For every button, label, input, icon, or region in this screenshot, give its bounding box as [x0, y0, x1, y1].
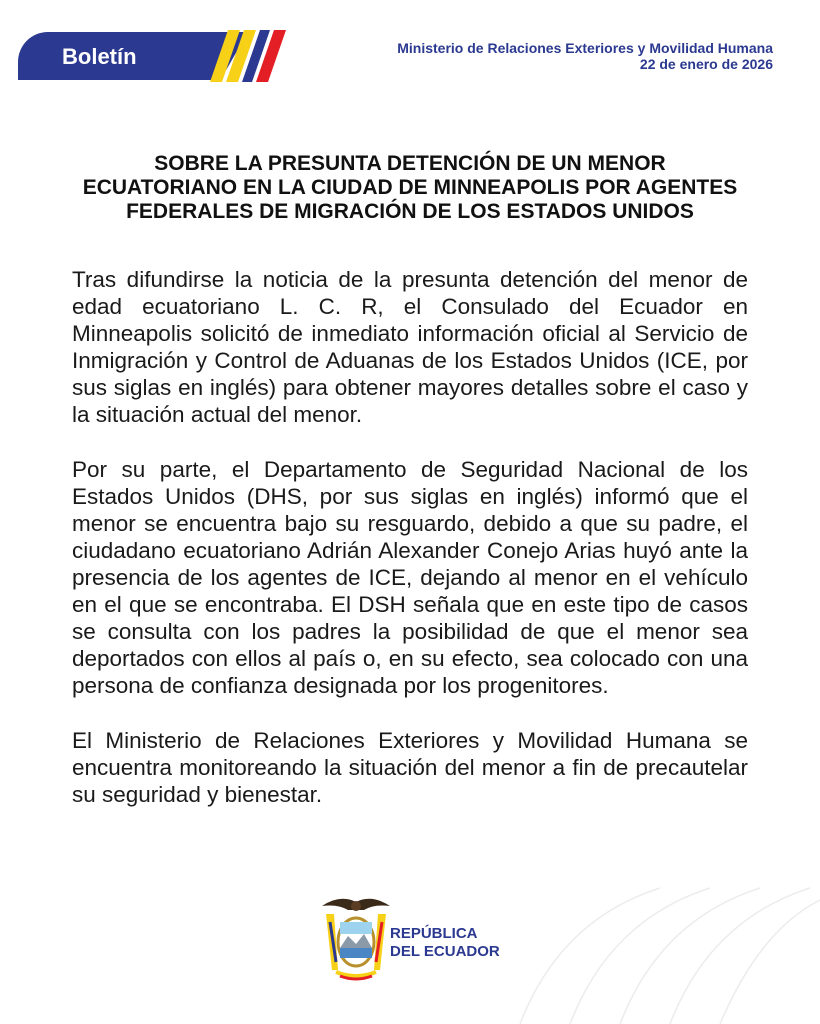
republica-del-ecuador-wordmark	[390, 925, 500, 961]
ecuador-coat-of-arms-icon	[316, 892, 396, 982]
bulletin-body	[72, 266, 748, 836]
ministry-header	[397, 40, 773, 72]
footer-line-1: REPÚBLICA	[390, 925, 478, 942]
ministry-name: Ministerio de Relaciones Exteriores y Movilidad Humana	[397, 40, 773, 56]
footer-line-2: DEL ECUADOR	[390, 943, 500, 960]
bulletin-title: SOBRE LA PRESUNTA DETENCIÓN DE UN MENOR ECUATORIANO EN LA CIUDAD DE MINNEAPOLIS POR AGENTES FEDERALES DE MIGRACIÓN DE LOS ESTADOS UNIDOS	[82, 152, 738, 223]
bulletin-header	[0, 0, 820, 110]
flag-stripes-icon	[210, 30, 290, 82]
boletin-label: Boletín	[62, 44, 137, 69]
paragraph: El Ministerio de Relaciones Exteriores y Movilidad Humana se encuentra monitoreando la situación del menor a fin de precautelar su seguridad y bienestar.	[72, 728, 748, 807]
paragraph: Tras difundirse la noticia de la presunta detención del menor de edad ecuatoriano L. C. R, el Consulado del Ecuador en Minneapolis solicitó de inmediato información oficial al Servicio de Inmigración y Control de Aduanas de los Estados Unidos (ICE, por sus siglas en inglés) para obtener mayores detalles sobre el caso y la situación actual del menor.	[72, 267, 748, 427]
bulletin-date: 22 de enero de 2026	[639, 56, 773, 72]
paragraph: Por su parte, el Departamento de Seguridad Nacional de los Estados Unidos (DHS, por sus siglas en inglés) informó que el menor se encuentra bajo su resguardo, debido a que su padre, el ciudadano ecuatoriano Adrián Alexander Conejo Arias huyó ante la presencia de los agentes de ICE, dejando al menor en el vehículo en el que se encontraba. El DSH señala que en este tipo de casos se consulta con los padres la posibilidad de que el menor sea deportados con ellos al país o, en su efecto, sea colocado con una persona de confianza designada por los progenitores.	[72, 457, 748, 698]
